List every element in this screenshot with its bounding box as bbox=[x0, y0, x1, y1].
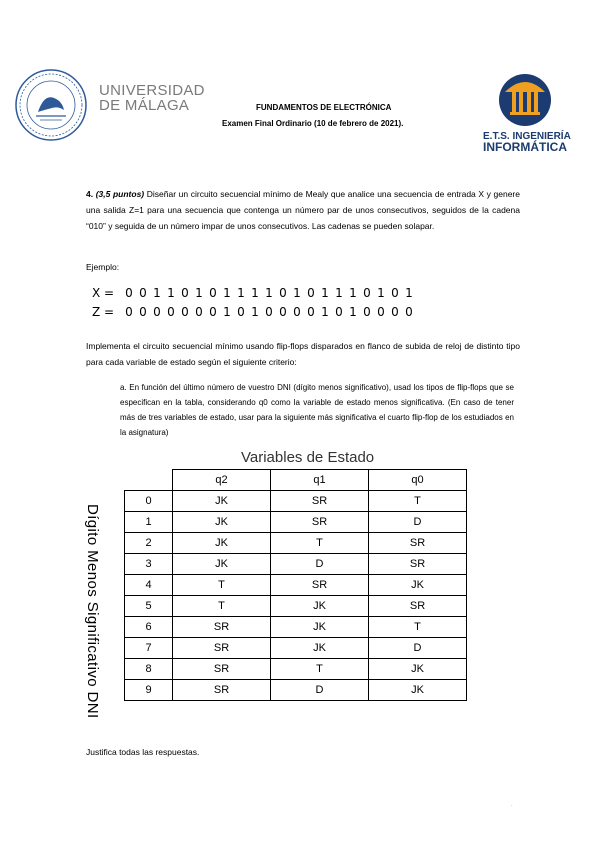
x-digit: 1 bbox=[265, 286, 273, 300]
x-digit: 1 bbox=[167, 286, 175, 300]
q2-cell: T bbox=[173, 575, 271, 596]
university-seal-logo bbox=[14, 68, 88, 142]
z-digit: 1 bbox=[321, 305, 329, 319]
digit-cell: 3 bbox=[125, 554, 173, 575]
q0-cell: SR bbox=[369, 596, 467, 617]
x-label: X = bbox=[92, 286, 115, 300]
z-digit: 0 bbox=[181, 305, 189, 319]
z-digit: 0 bbox=[237, 305, 245, 319]
question-points: (3,5 puntos) bbox=[95, 189, 145, 199]
q1-cell: SR bbox=[271, 575, 369, 596]
z-digit: 0 bbox=[307, 305, 315, 319]
ets-emblem-logo bbox=[498, 72, 552, 128]
x-digit: 1 bbox=[237, 286, 245, 300]
z-digit: 1 bbox=[349, 305, 357, 319]
q2-cell: T bbox=[173, 596, 271, 617]
footer-instruction: Justifica todas las respuestas. bbox=[86, 747, 200, 757]
x-digit: 0 bbox=[279, 286, 287, 300]
x-digit: 0 bbox=[307, 286, 315, 300]
exam-title: Examen Final Ordinario (10 de febrero de 2021). bbox=[222, 119, 404, 128]
header-corner bbox=[125, 470, 173, 491]
q2-cell: SR bbox=[173, 659, 271, 680]
x-digit: 1 bbox=[195, 286, 203, 300]
q0-cell: T bbox=[369, 491, 467, 512]
x-digit: 1 bbox=[251, 286, 259, 300]
z-digit: 1 bbox=[223, 305, 231, 319]
x-digit: 1 bbox=[349, 286, 357, 300]
output-sequence-z bbox=[92, 305, 416, 319]
z-digits bbox=[122, 305, 416, 319]
table-title: Variables de Estado bbox=[241, 449, 375, 466]
question-statement bbox=[86, 186, 520, 234]
x-digit: 0 bbox=[209, 286, 217, 300]
x-digit: 1 bbox=[321, 286, 329, 300]
z-digit: 0 bbox=[335, 305, 343, 319]
page-mark: . bbox=[511, 802, 513, 808]
q0-cell: D bbox=[369, 512, 467, 533]
digit-cell: 5 bbox=[125, 596, 173, 617]
z-digit: 0 bbox=[391, 305, 399, 319]
x-digit: 0 bbox=[363, 286, 371, 300]
table-row bbox=[125, 617, 467, 638]
x-digit: 0 bbox=[139, 286, 147, 300]
q2-cell: JK bbox=[173, 533, 271, 554]
digit-cell: 7 bbox=[125, 638, 173, 659]
q0-cell: JK bbox=[369, 575, 467, 596]
column-header: q0 bbox=[369, 470, 467, 491]
q0-cell: D bbox=[369, 638, 467, 659]
table-row bbox=[125, 554, 467, 575]
q1-cell: D bbox=[271, 680, 369, 701]
z-digit: 0 bbox=[195, 305, 203, 319]
q2-cell: SR bbox=[173, 680, 271, 701]
z-digit: 0 bbox=[377, 305, 385, 319]
q0-cell: JK bbox=[369, 659, 467, 680]
flip-flop-table bbox=[124, 469, 467, 701]
implementation-instructions: Implementa el circuito secuencial mínimo usando flip-flops disparados en flanco de subida de reloj de distinto tipo para cada variable de estado según el siguiente criterio: bbox=[86, 341, 520, 367]
criterion-a: a. En función del último número de vuestro DNI (dígito menos significativo), usad los tipos de flip-flops que se especifican en la tabla, considerando q0 como la variable de estado menos significativa. (En caso de tener más de tres variables de estado, usar para la siguiente más significativa el cuarto flip-flop de los estudiados en la asignatura) bbox=[120, 383, 514, 437]
z-digit: 0 bbox=[125, 305, 133, 319]
q1-cell: T bbox=[271, 659, 369, 680]
table-row bbox=[125, 575, 467, 596]
digit-cell: 8 bbox=[125, 659, 173, 680]
x-digit: 0 bbox=[391, 286, 399, 300]
input-sequence-x bbox=[92, 286, 416, 300]
digit-cell: 6 bbox=[125, 617, 173, 638]
table-row bbox=[125, 659, 467, 680]
z-label: Z = bbox=[92, 305, 115, 319]
z-digit: 0 bbox=[363, 305, 371, 319]
q2-cell: SR bbox=[173, 617, 271, 638]
school-name: E.T.S. INGENIERÍA INFORMÁTICA bbox=[483, 131, 571, 154]
q1-cell: T bbox=[271, 533, 369, 554]
x-digit: 1 bbox=[335, 286, 343, 300]
university-name: UNIVERSIDAD DE MÁLAGA bbox=[99, 82, 205, 114]
column-header: q1 bbox=[271, 470, 369, 491]
x-digit: 1 bbox=[377, 286, 385, 300]
x-digit: 1 bbox=[153, 286, 161, 300]
digit-cell: 4 bbox=[125, 575, 173, 596]
x-digit: 0 bbox=[125, 286, 133, 300]
q1-cell: JK bbox=[271, 638, 369, 659]
question-text: Diseñar un circuito secuencial mínimo de Mealy que analice una secuencia de entrada X y genere una salida Z=1 para una secuencia que contenga un número par de unos consecutivos, seguidos de la cadena “010” y seguida de un número impar de unos consecutivos. Las cadenas se pueden solapar. bbox=[86, 189, 520, 231]
z-digit: 0 bbox=[405, 305, 413, 319]
q0-cell: T bbox=[369, 617, 467, 638]
table-row bbox=[125, 512, 467, 533]
row-axis-label: Dígito Menos Significativo DNI bbox=[84, 504, 101, 719]
z-digit: 0 bbox=[139, 305, 147, 319]
z-digit: 0 bbox=[279, 305, 287, 319]
q0-cell: SR bbox=[369, 554, 467, 575]
q1-cell: SR bbox=[271, 491, 369, 512]
question-number: 4. bbox=[86, 189, 94, 199]
x-digit: 1 bbox=[223, 286, 231, 300]
z-digit: 0 bbox=[265, 305, 273, 319]
table-header-row bbox=[125, 470, 467, 491]
z-digit: 0 bbox=[293, 305, 301, 319]
table-row bbox=[125, 680, 467, 701]
q1-cell: JK bbox=[271, 596, 369, 617]
table-row bbox=[125, 638, 467, 659]
z-digit: 0 bbox=[167, 305, 175, 319]
table-row bbox=[125, 533, 467, 554]
example-label: Ejemplo: bbox=[86, 262, 120, 272]
q1-cell: SR bbox=[271, 512, 369, 533]
x-digit: 1 bbox=[405, 286, 413, 300]
x-digit: 0 bbox=[181, 286, 189, 300]
digit-cell: 9 bbox=[125, 680, 173, 701]
z-digit: 0 bbox=[153, 305, 161, 319]
digit-cell: 1 bbox=[125, 512, 173, 533]
course-title: FUNDAMENTOS DE ELECTRÓNICA bbox=[256, 103, 392, 112]
digit-cell: 2 bbox=[125, 533, 173, 554]
q2-cell: JK bbox=[173, 512, 271, 533]
q2-cell: SR bbox=[173, 638, 271, 659]
z-digit: 0 bbox=[209, 305, 217, 319]
column-header: q2 bbox=[173, 470, 271, 491]
q2-cell: JK bbox=[173, 554, 271, 575]
table-row bbox=[125, 596, 467, 617]
q0-cell: JK bbox=[369, 680, 467, 701]
z-digit: 1 bbox=[251, 305, 259, 319]
x-digits bbox=[122, 286, 416, 300]
q0-cell: SR bbox=[369, 533, 467, 554]
q2-cell: JK bbox=[173, 491, 271, 512]
q1-cell: JK bbox=[271, 617, 369, 638]
digit-cell: 0 bbox=[125, 491, 173, 512]
table-row bbox=[125, 491, 467, 512]
x-digit: 1 bbox=[293, 286, 301, 300]
q1-cell: D bbox=[271, 554, 369, 575]
